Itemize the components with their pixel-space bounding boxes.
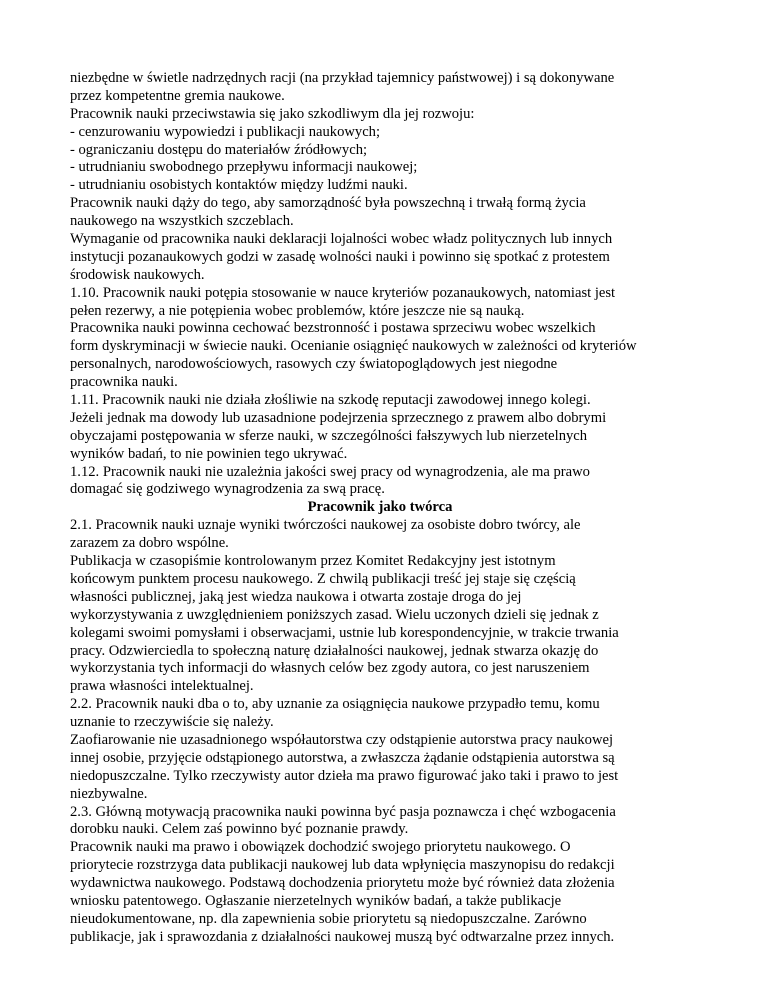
text-line: wniosku patentowego. Ogłaszanie nierzetelnych wyników badań, a także publikacje (70, 892, 562, 909)
section-heading: Pracownik jako twórca (307, 499, 453, 516)
document-body (70, 70, 690, 947)
paragraphs-after-heading (70, 517, 690, 946)
text-line: 2.2. Pracownik nauki dba o to, aby uznanie za osiągnięcia naukowe przypadło temu, komu (70, 696, 600, 713)
text-line: publikacje, jak i sprawozdania z działalności naukowej muszą być odtwarzalne przez innych. (70, 928, 615, 945)
text-line: wyników badań, to nie powinien tego ukrywać. (70, 445, 348, 462)
text-line: wykorzystania tych informacji do własnych celów bez zgody autora, co jest naruszeniem (70, 660, 590, 677)
text-line: innej osobie, przyjęcie odstąpionego autorstwa, a zwłaszcza żądanie odstąpienia autorstwa są (70, 749, 615, 766)
text-line: obyczajami postępowania w sferze nauki, w szczególności fałszywych lub nierzetelnych (70, 427, 588, 444)
text-line: niezbędne w świetle nadrzędnych racji (na przykład tajemnicy państwowej) i są dokonywane (70, 70, 615, 86)
text-line: 1.12. Pracownik nauki nie uzależnia jakości swej pracy od wynagrodzenia, ale ma prawo (70, 463, 590, 480)
text-line: Pracownik nauki ma prawo i obowiązek dochodzić swojego priorytetu naukowego. O (70, 839, 571, 856)
text-line: personalnych, narodowościowych, rasowych czy światopoglądowych jest niegodne (70, 356, 558, 373)
text-line: Jeżeli jednak ma dowody lub uzasadnione podejrzenia sprzecznego z prawem albo dobrymi (70, 409, 607, 426)
text-line: - cenzurowaniu wypowiedzi i publikacji naukowych; (70, 123, 381, 140)
text-line: 1.10. Pracownik nauki potępia stosowanie w nauce kryteriów pozanaukowych, natomiast jest (70, 284, 616, 301)
text-line: 1.11. Pracownik nauki nie działa złośliwie na szkodę reputacji zawodowej innego kolegi. (70, 392, 591, 409)
text-line: Pracownika nauki powinna cechować bezstronność i postawa sprzeciwu wobec wszelkich (70, 320, 596, 337)
paragraphs-before-heading (70, 70, 690, 499)
text-line: środowisk naukowych. (70, 266, 205, 283)
text-line: Pracownik nauki dąży do tego, aby samorządność była powszechną i trwałą formą życia (70, 195, 586, 212)
text-line: form dyskryminacji w świecie nauki. Ocenianie osiągnięć naukowych w zależności od kryteriów (70, 338, 637, 355)
text-line: zarazem za dobro wspólne. (70, 535, 229, 552)
text-line: wydawnictwa naukowego. Podstawą dochodzenia priorytetu może być również data złożenia (70, 875, 615, 892)
text-line: Zaofiarowanie nie uzasadnionego współautorstwa czy odstąpienie autorstwa pracy naukowej (70, 731, 614, 748)
text-line: domagać się godziwego wynagrodzenia za swą pracę. (70, 481, 385, 498)
text-line: Publikacja w czasopiśmie kontrolowanym przez Komitet Redakcyjny jest istotnym (70, 553, 556, 570)
text-line: pełen rezerwy, a nie potępienia wobec problemów, które jeszcze nie są nauką. (70, 302, 525, 319)
text-line: kolegami swoimi pomysłami i obserwacjami, ustnie lub korespondencyjnie, w trakcie trwania (70, 624, 619, 641)
text-line: prawa własności intelektualnej. (70, 678, 254, 695)
text-line: przez kompetentne gremia naukowe. (70, 87, 285, 104)
text-line: niedopuszczalne. Tylko rzeczywisty autor dzieła ma prawo figurować jako taki i prawo to jest (70, 767, 619, 784)
text-line: końcowym punktem procesu naukowego. Z chwilą publikacji treść jej staje się częścią (70, 570, 576, 587)
text-line: - utrudnianiu osobistych kontaktów między ludźmi nauki. (70, 177, 408, 194)
text-line: - utrudnianiu swobodnego przepływu informacji naukowej; (70, 159, 418, 176)
text-line: własności publicznej, jaką jest wiedza naukowa i otwarta zostaje droga do jej (70, 588, 522, 605)
text-line: 2.3. Główną motywacją pracownika nauki powinna być pasja poznawcza i chęć wzbogacenia (70, 803, 616, 820)
text-line: uznanie to rzeczywiście się należy. (70, 714, 274, 731)
text-line: pracy. Odzwierciedla to społeczną naturę działalności naukowej, jednak stwarza okazję do (70, 642, 599, 659)
text-line: dorobku nauki. Celem zaś powinno być poznanie prawdy. (70, 821, 409, 838)
text-line: Wymaganie od pracownika nauki deklaracji lojalności wobec władz politycznych lub innych (70, 231, 613, 248)
text-line: priorytecie rozstrzyga data publikacji naukowej lub data wpłynięcia maszynopisu do redakcji (70, 857, 615, 874)
text-line: wykorzystywania z uwzględnieniem poniższych zasad. Wielu uczonych dzieli się jednak z (70, 606, 599, 623)
text-line: pracownika nauki. (70, 374, 178, 391)
text-line: instytucji pozanaukowych godzi w zasadę wolności nauki i powinno się spotkać z protestem (70, 248, 610, 265)
text-line: nieudokumentowane, np. dla zapewnienia sobie priorytetu są niedopuszczalne. Zarówno (70, 910, 587, 927)
text-line: naukowego na wszystkich szczeblach. (70, 213, 294, 230)
text-line: 2.1. Pracownik nauki uznaje wyniki twórczości naukowej za osobiste dobro twórcy, ale (70, 517, 581, 534)
text-line: niezbywalne. (70, 785, 148, 802)
text-line: - ograniczaniu dostępu do materiałów źródłowych; (70, 141, 368, 158)
text-line: Pracownik nauki przeciwstawia się jako szkodliwym dla jej rozwoju: (70, 105, 475, 122)
